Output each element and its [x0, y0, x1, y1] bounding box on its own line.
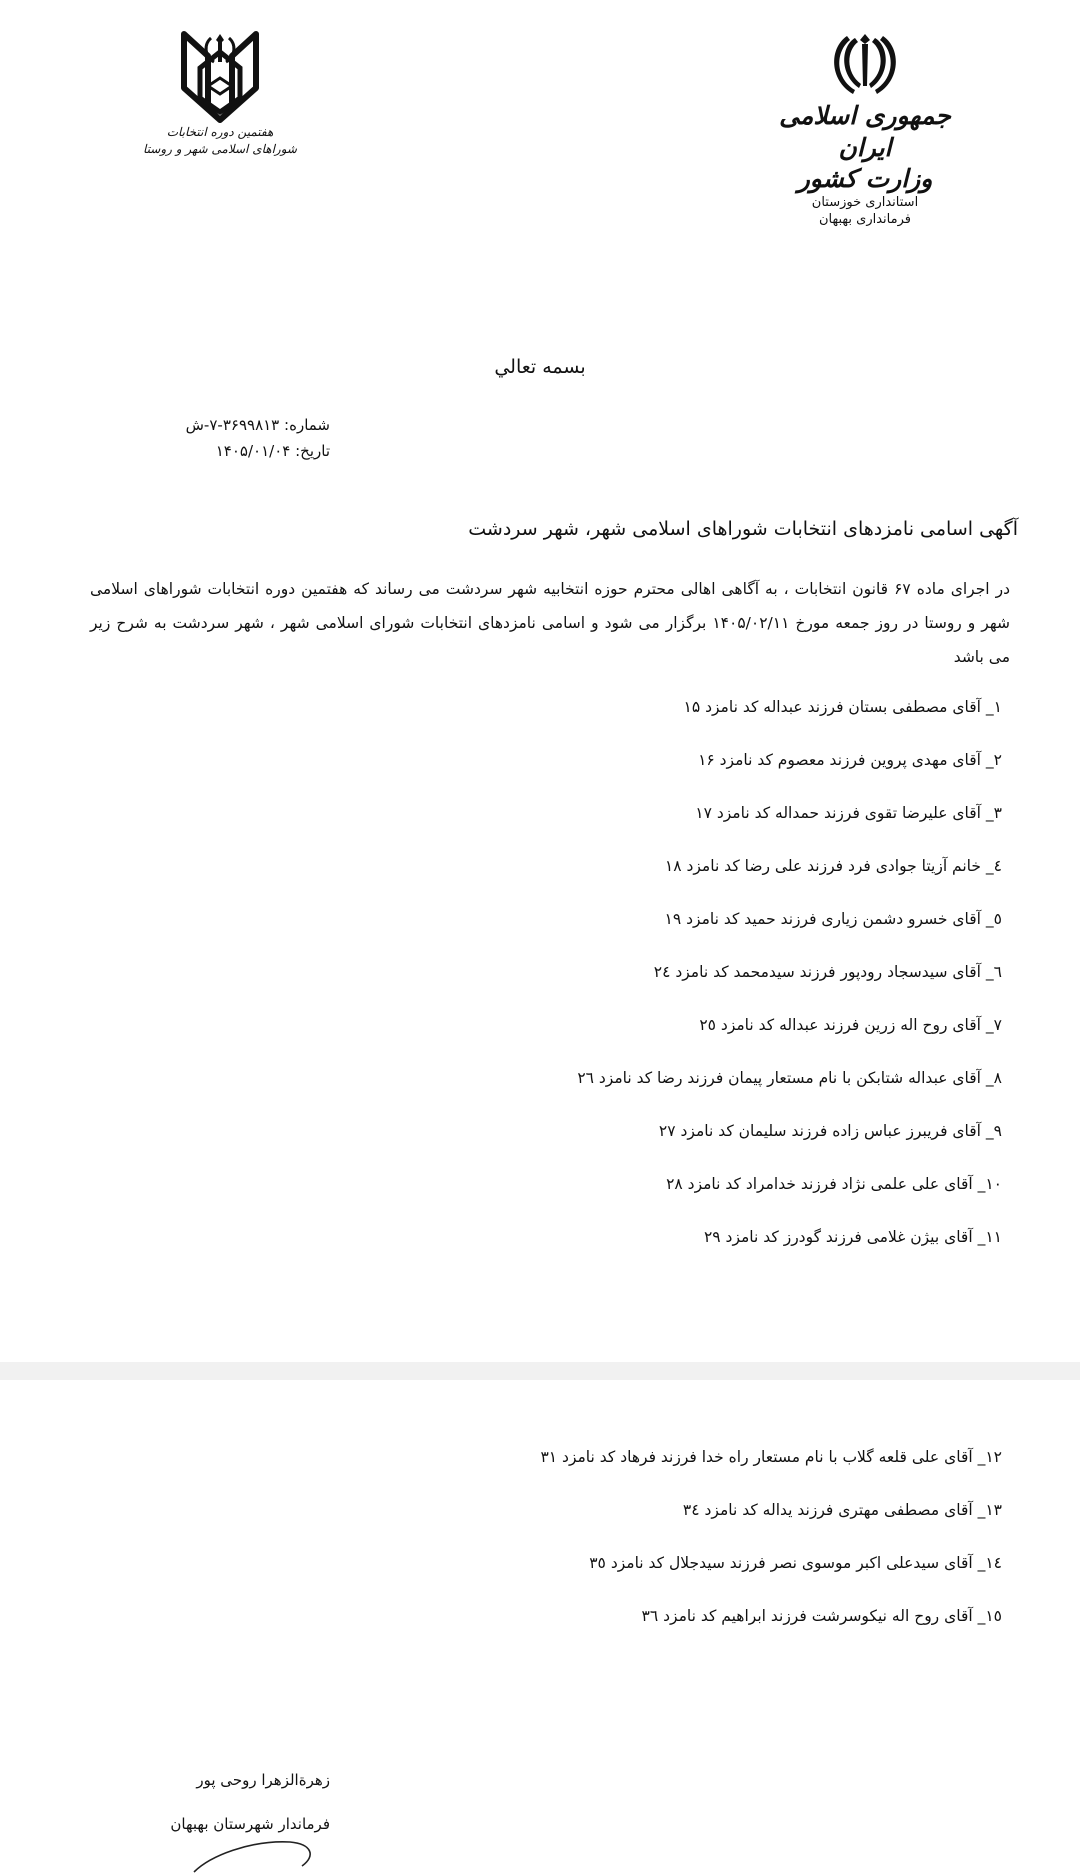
list-item: ۱۳_ آقای مصطفی مهتری فرزند یداله کد نامزد ۳٤ [682, 1501, 1002, 1519]
notice-intro-paragraph: در اجرای ماده ۶۷ قانون انتخابات ، به آگاهی اهالی محترم حوزه انتخابیه شهر سردشت می رساند که هفتمین دوره انتخابات شوراهای اسلامی شهر و روستا در روز جمعه مورخ ۱۴۰۵/۰۲/۱۱ برگزار می شود و اسامی نامزدهای انتخابات شورای اسلامی شهر ، شهر سردشت به شرح زیر می باشد [90, 580, 1010, 666]
list-item: ۲_ آقای مهدی پروین فرزند معصوم کد نامزد ۱۶ [698, 751, 1002, 769]
letter-meta [150, 412, 330, 464]
election-logo-line2: شوراهای اسلامی شهر و روستا [143, 142, 297, 156]
list-item: ۱۰_ آقای علی علمی نژاد فرزند خدامراد کد نامزد ۲۸ [666, 1175, 1002, 1193]
signer-name: زهرةالزهرا روحی پور [196, 1771, 330, 1789]
candidate-list-page2 [102, 1431, 1002, 1643]
list-item: ۹_ آقای فریبرز عباس زاده فرزند سلیمان کد نامزد ۲۷ [658, 1122, 1002, 1140]
iran-emblem-icon [825, 30, 905, 100]
list-item: ١٤_ آقای سیدعلی اکبر موسوی نصر فرزند سیدجلال کد نامزد ۳٥ [589, 1554, 1002, 1572]
country-name: جمهوری اسلامی ایران [779, 101, 951, 162]
letter-date-value: ۱۴۰۵/۰۱/۰۴ [215, 442, 291, 460]
election-logo-line1: هفتمین دوره انتخابات [166, 125, 274, 139]
candidate-list-page1 [102, 681, 1002, 1264]
page-separator [0, 1362, 1080, 1380]
list-item: ۸_ آقای عبداله شتابکن با نام مستعار پیمان فرزند رضا کد نامزد ۲٦ [577, 1069, 1002, 1087]
list-item: ٦_ آقای سیدسجاد رودپور فرزند سیدمحمد کد نامزد ۲٤ [653, 963, 1002, 981]
list-item: ٤_ خانم آزیتا جوادی فرد فرزند علی رضا کد نامزد ۱۸ [664, 857, 1002, 875]
list-item: ١٥_ آقای روح اله نیکوسرشت فرزند ابراهیم کد نامزد ۳٦ [641, 1607, 1002, 1625]
list-item: ٥_ آقای خسرو دشمن زیاری فرزند حمید کد نامزد ۱۹ [664, 910, 1002, 928]
letter-date-label: تاریخ: [295, 442, 330, 460]
letter-number-value: ۳۶۹۹۸۱۳-۷-ش [185, 416, 280, 434]
handwritten-signature-icon [190, 1836, 320, 1874]
notice-title: آگهی اسامی نامزدهای انتخابات شوراهای اسلامی شهر، شهر سردشت [468, 518, 1018, 540]
list-item: ۱۱_ آقای بیژن غلامی فرزند گودرز کد نامزد ۲۹ [703, 1228, 1002, 1246]
ministry-letterhead [770, 30, 960, 228]
signature-block [130, 1758, 330, 1846]
election-logo-block [140, 28, 300, 158]
list-item: ۱۲_ آقای علی قلعه گلاب با نام مستعار راه خدا فرزند فرهاد کد نامزد ۳۱ [540, 1448, 1002, 1466]
letter-date-row [150, 438, 330, 464]
list-item: ۱_ آقای مصطفی بستان فرزند عبداله کد نامزد ۱۵ [683, 698, 1002, 716]
signer-title: فرماندار شهرستان بهبهان [170, 1815, 330, 1833]
letter-number-row [150, 412, 330, 438]
letter-number-label: شماره: [284, 416, 330, 434]
county-office: فرمانداری بهبهان [819, 212, 911, 227]
list-item: ۷_ آقای روح اله زرین فرزند عبداله کد نامزد ۲٥ [699, 1016, 1002, 1034]
list-item: ۳_ آقای علیرضا تقوی فرزند حمداله کد نامزد ۱۷ [695, 804, 1002, 822]
election-ballot-logo-icon [178, 28, 262, 124]
ministry-name: وزارت کشور [797, 164, 933, 193]
basmala-heading: بسمه تعالي [494, 356, 586, 378]
province-office: استانداری خوزستان [811, 195, 919, 210]
